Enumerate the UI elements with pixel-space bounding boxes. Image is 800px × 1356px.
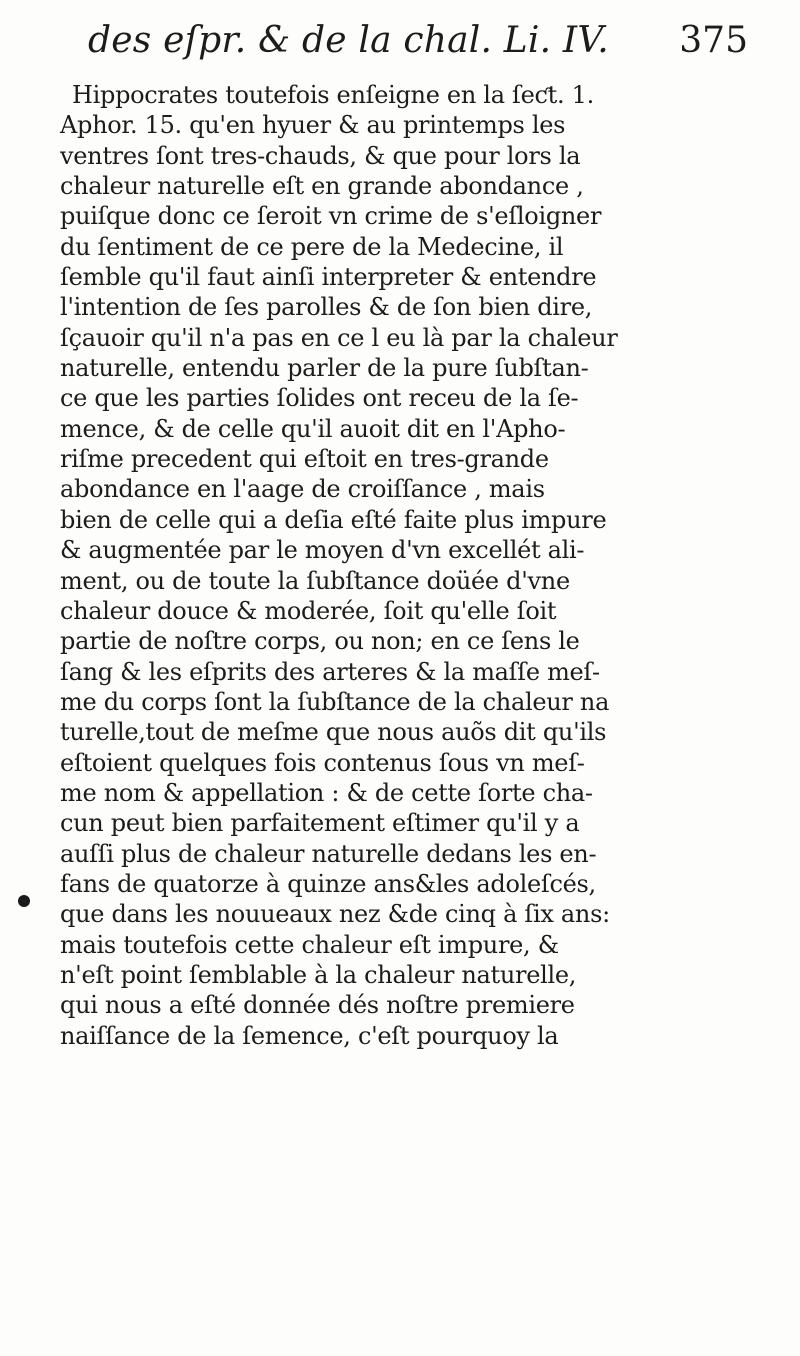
ink-blot [18, 895, 30, 907]
text-line: du ſentiment de ce pere de la Medecine, il [60, 232, 564, 261]
text-line: l'intention de ſes parolles & de ſon bien dire, [60, 293, 593, 322]
text-line: abondance en l'aage de croiſſance , mais [60, 475, 545, 504]
text-line: ventres ſont tres-chauds, & que pour lors la [60, 141, 581, 170]
text-line: naiſſance de la ſemence, c'eſt pourquoy la [60, 1021, 559, 1050]
page-number: 375 [679, 20, 748, 61]
text-line: ſang & les eſprits des arteres & la maſſe meſ- [60, 657, 600, 686]
text-line: ce que les parties ſolides ont receu de la ſe- [60, 384, 579, 413]
text-line: auſſi plus de chaleur naturelle dedans les en- [60, 839, 597, 868]
text-line: n'eſt point ſemblable à la chaleur naturelle, [60, 960, 577, 989]
running-header [88, 20, 748, 80]
text-line: chaleur naturelle eſt en grande abondance , [60, 172, 584, 201]
text-line: qui nous a eſté donnée dés noſtre premiere [60, 991, 575, 1020]
text-line: turelle,tout de meſme que nous auõs dit qu'ils [60, 718, 607, 747]
text-line: puiſque donc ce ſeroit vn crime de s'eſloigner [60, 202, 602, 231]
text-line: bien de celle qui a deſia eſté faite plus impure [60, 505, 607, 534]
text-line: mence, & de celle qu'il auoit dit en l'Apho- [60, 414, 566, 443]
body-text [60, 80, 760, 1051]
text-line: fans de quatorze à quinze ans&les adoleſcés, [60, 869, 596, 898]
text-line: Hippocrates toutefois enſeigne en la ſeƈt. 1. [72, 81, 594, 109]
running-title: des eſpr. & de la chal. Li. IV. [88, 20, 609, 61]
text-line: ſçauoir qu'il n'a pas en ce l eu là par la chaleur [60, 323, 618, 352]
text-line: Aphor. 15. qu'en hyuer & au printemps les [60, 111, 566, 140]
text-line: me du corps ſont la ſubſtance de la chaleur na [60, 687, 610, 716]
text-line: cun peut bien parfaitement eſtimer qu'il y a [60, 809, 580, 838]
text-line: eſtoient quelques fois contenus ſous vn meſ- [60, 748, 585, 777]
text-line: riſme precedent qui eſtoit en tres-grande [60, 445, 549, 474]
text-line: partie de noſtre corps, ou non; en ce ſens le [60, 627, 580, 656]
text-line: & augmentée par le moyen d'vn excellét ali- [60, 536, 585, 565]
text-line: mais toutefois cette chaleur eſt impure, & [60, 930, 559, 959]
text-line: ſemble qu'il faut ainſi interpreter & entendre [60, 263, 597, 292]
text-line: me nom & appellation : & de cette ſorte cha- [60, 778, 593, 807]
text-line: ment, ou de toute la ſubſtance doüée d'vne [60, 566, 570, 595]
text-line: que dans les nouueaux nez &de cinq à ſix ans: [60, 900, 610, 929]
text-line: naturelle, entendu parler de la pure ſubſtan- [60, 354, 589, 383]
text-line: chaleur douce & moderée, ſoit qu'elle ſoit [60, 596, 557, 625]
